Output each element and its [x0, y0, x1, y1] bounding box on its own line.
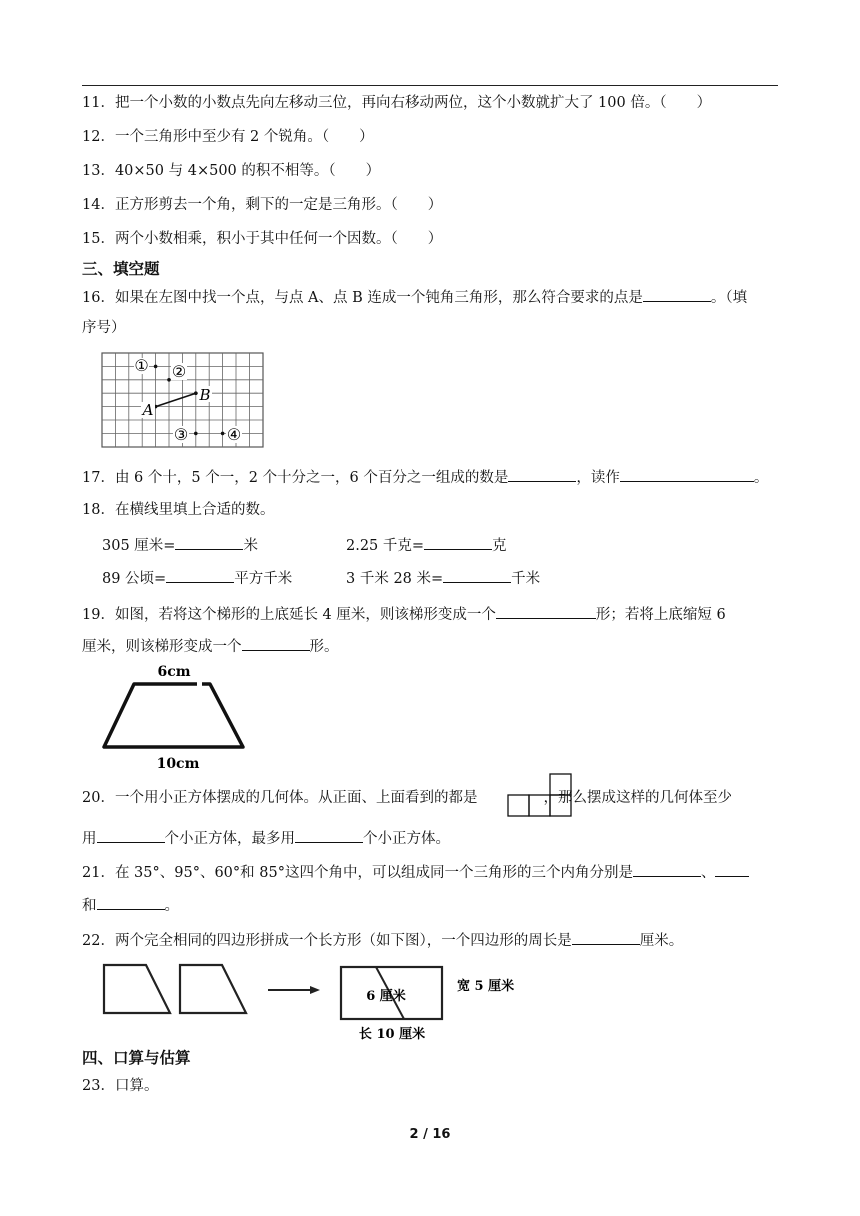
question-20-cont: 用 个小正方体，最多用 个小正方体。	[82, 827, 450, 849]
answer-blank[interactable]	[424, 534, 492, 550]
trapezoid-top-label: 6cm	[157, 664, 191, 680]
grid-label-2: ②	[171, 362, 187, 381]
question-19: 19．如图，若将这个梯形的上底延长 4 厘米，则该梯形变成一个 形；若将上底缩短 6	[82, 603, 726, 625]
question-17: 17．由 6 个十，5 个一，2 个十分之一，6 个百分之一组成的数是 ，读作 。	[82, 466, 768, 488]
question-23: 23．口算。	[82, 1078, 159, 1094]
question-20: 20．一个用小正方体摆成的几何体。从正面、上面看到的都是 ，那么摆成这样的几何体至少	[82, 790, 732, 806]
width-label: 宽 5 厘米	[457, 979, 515, 994]
question-11: 11．把一个小数的小数点先向左移动三位，再向右移动两位，这个小数就扩大了 100 倍。（ ）	[82, 95, 712, 111]
question-21: 21．在 35°、95°、60°和 85°这四个角中，可以组成同一个三角形的三个内角分别是 、	[82, 861, 749, 883]
section-heading-fill-blank: 三、填空题	[82, 260, 160, 278]
question-18-row2-right: 3 千米 28 米= 千米	[346, 567, 540, 589]
point-a-label: A	[142, 401, 154, 419]
answer-blank[interactable]	[242, 635, 310, 651]
quadrilaterals-figure	[100, 958, 530, 1044]
grid-label-4: ④	[226, 425, 242, 444]
answer-blank[interactable]	[572, 929, 640, 945]
length-label: 长 10 厘米	[358, 1027, 426, 1042]
question-13: 13．40×50 与 4×500 的积不相等。（ ）	[82, 163, 381, 179]
question-18-row1-right: 2.25 千克= 克	[346, 534, 507, 556]
answer-blank[interactable]	[620, 466, 754, 482]
grid-label-1: ①	[134, 356, 149, 375]
answer-blank[interactable]	[643, 286, 711, 302]
point-b-label: B	[199, 386, 211, 404]
question-18: 18．在横线里填上合适的数。	[82, 502, 275, 518]
question-22: 22．两个完全相同的四边形拼成一个长方形（如下图），一个四边形的周长是 厘米。	[82, 929, 683, 951]
answer-blank[interactable]	[97, 894, 165, 910]
trapezoid-bottom-label: 10cm	[156, 756, 200, 772]
answer-blank[interactable]	[633, 861, 701, 877]
question-12: 12．一个三角形中至少有 2 个锐角。（ ）	[82, 129, 374, 145]
cubes-view-figure	[507, 773, 573, 819]
page-number: 2 / 16	[409, 1127, 451, 1142]
question-21-cont: 和 。	[82, 894, 179, 916]
answer-blank[interactable]	[295, 827, 363, 843]
answer-blank[interactable]	[97, 827, 165, 843]
header-rule	[82, 85, 778, 86]
question-16-cont: 序号）	[82, 320, 126, 336]
inner-length-label: 6 厘米	[366, 989, 406, 1004]
question-18-row2-left: 89 公顷= 平方千米	[102, 567, 292, 589]
grid-figure	[101, 352, 265, 450]
question-19-cont: 厘米，则该梯形变成一个 形。	[82, 635, 339, 657]
answer-blank[interactable]	[496, 603, 596, 619]
answer-blank[interactable]	[508, 466, 576, 482]
question-18-row1-left: 305 厘米= 米	[102, 534, 258, 556]
question-15: 15．两个小数相乘，积小于其中任何一个因数。（ ）	[82, 231, 443, 247]
answer-blank[interactable]	[166, 567, 234, 583]
question-14: 14．正方形剪去一个角，剩下的一定是三角形。（ ）	[82, 197, 443, 213]
answer-blank[interactable]	[443, 567, 511, 583]
question-16: 16．如果在左图中找一个点，与点 A、点 B 连成一个钝角三角形，那么符合要求的点是 。（填	[82, 286, 747, 308]
grid-label-3: ③	[173, 425, 189, 444]
trapezoid-figure	[98, 660, 248, 772]
section-heading-mental-calc: 四、口算与估算	[82, 1049, 191, 1067]
answer-blank[interactable]	[715, 861, 749, 877]
answer-blank[interactable]	[175, 534, 243, 550]
